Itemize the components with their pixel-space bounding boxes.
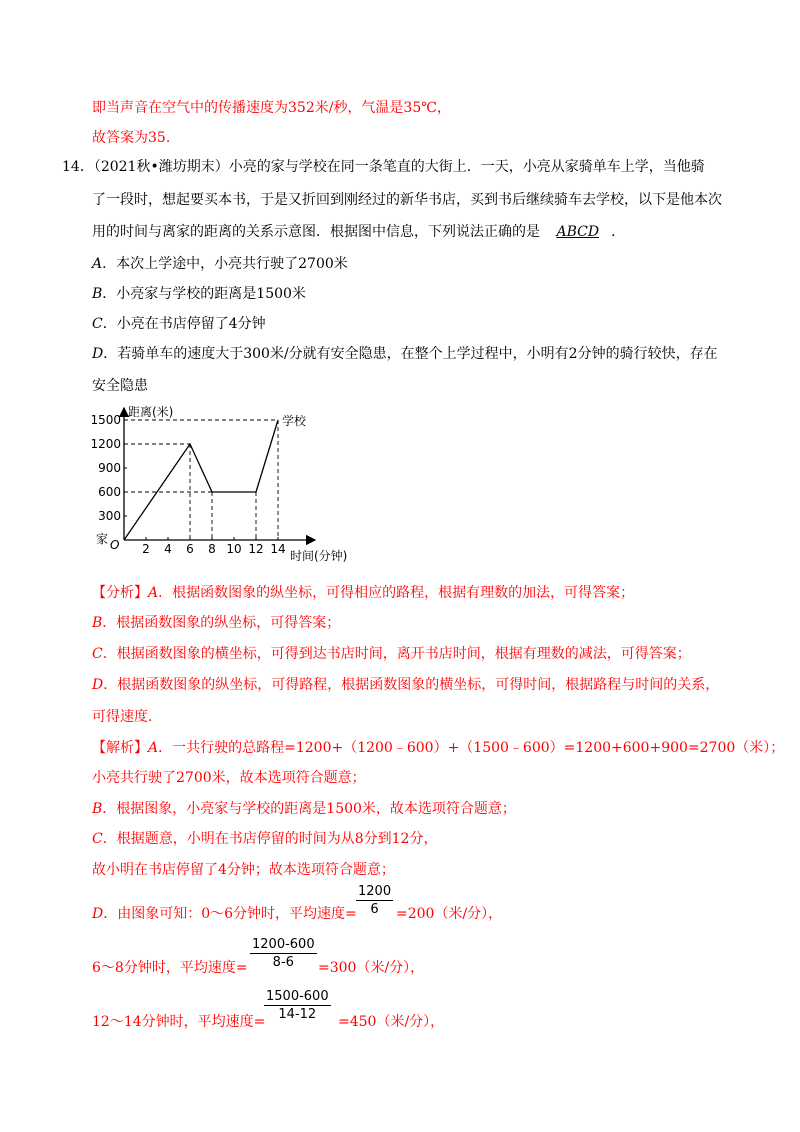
analysis-a-text: ．根据函数图象的纵坐标，可得相应的路程，根据有理数的加法，可得答案； [158,585,635,601]
fraction-1 [356,883,393,918]
option-c-letter: C [92,316,103,332]
school-label: 学校 [282,414,307,428]
fraction-3-result: =450（米/分）， [338,1014,445,1030]
solution-a-text: ．一共行驶的总路程=1200+（1200﹣600）+（1500﹣600）=1200+600+900=2700（米）； [158,740,785,756]
question-line-2: 了一段时，想起要买本书，于是又折回到刚经过的新华书店，买到书后继续骑车去学校，以下是他本次 [92,192,722,208]
solution-d-text: ．由图象可知：0～6分钟时，平均速度= [103,906,357,922]
option-b-letter: B [92,286,103,302]
analysis-b-letter: B [92,615,103,631]
solution-c-text: ．根据题意，小明在书店停留的时间为从8分到12分， [102,831,438,847]
x-tick-label: 2 [142,542,150,556]
fraction-2-numerator: 1200-600 [252,937,315,952]
question-line-3-end: ． [611,224,626,240]
analysis-b-text: ．根据函数图象的纵坐标，可得答案； [102,615,341,631]
y-axis-label: 距离(米) [128,405,174,419]
solution-a-letter: A [148,740,159,756]
analysis-a-letter: A [148,585,159,601]
option-d [92,344,718,364]
solution-a [92,738,784,758]
y-tick-label: 1500 [90,413,121,427]
prev-answer-line-2: 故答案为35. [92,130,171,146]
y-tick-label: 300 [98,509,121,523]
solution-d-letter: D [92,906,104,922]
solution-d-line-2: 6～8分钟时，平均速度= [92,960,248,976]
series-line [124,420,278,540]
fraction-2-denominator: 8-6 [272,955,294,970]
analysis-tag: 【分析】 [92,585,148,601]
solution-b [92,799,516,819]
x-tick-label: 4 [164,542,172,556]
fraction-1-denominator: 6 [370,902,379,917]
option-a-letter: A [92,256,103,272]
y-tick-label: 1200 [90,437,121,451]
analysis-d-text: ．根据函数图象的纵坐标，可得路程，根据函数图象的横坐标，可得时间，根据路程与时间的关系， [103,677,720,693]
option-c-text: ．小亮在书店停留了4分钟 [102,316,266,332]
option-a-text: ．本次上学途中，小亮共行驶了2700米 [102,256,348,272]
x-tick-label: 12 [248,542,264,556]
option-d-text: ．若骑单车的速度大于300米/分就有安全隐患，在整个上学过程中，小明有2分钟的骑行较快，存在 [103,346,718,362]
solution-d [92,904,357,924]
analysis-a [92,583,634,603]
fraction-2-result: =300（米/分）， [318,960,425,976]
question-line-3: 用的时间与离家的距离的关系示意图．根据图中信息，下列说法正确的是 [92,224,540,240]
question-line-1: （2021秋•潍坊期末）小亮的家与学校在同一条笔直的大街上．一天，小亮从家骑单车上学，当他骑 [93,159,705,175]
solution-b-letter: B [92,801,103,817]
question-number: 14． [62,159,94,175]
solution-c-cont: 故小明在书店停留了4分钟；故本选项符合题意； [92,862,395,878]
answer-blank: ABCD [556,224,600,240]
analysis-d [92,675,719,695]
analysis-d-cont: 可得速度． [92,709,162,725]
solution-b-text: ．根据图象，小亮家与学校的距离是1500米，故本选项符合题意； [102,801,516,817]
home-label: 家 [96,532,109,546]
option-b-text: ．小亮家与学校的距离是1500米 [102,286,306,302]
x-tick-label: 10 [226,542,242,556]
analysis-c-letter: C [92,646,103,662]
y-tick-label: 900 [98,461,121,475]
option-b [92,284,306,304]
fraction-1-result: =200（米/分）， [396,906,503,922]
option-d-cont: 安全隐患 [92,378,148,394]
option-d-letter: D [92,346,104,362]
y-tick-label: 600 [98,485,121,499]
distance-time-graph [90,400,350,565]
fraction-3-numerator: 1500-600 [266,989,329,1004]
analysis-b [92,613,340,633]
fraction-1-numerator: 1200 [358,884,392,899]
solution-c-letter: C [92,831,103,847]
solution-c [92,829,437,849]
analysis-d-letter: D [92,677,104,693]
option-c [92,314,266,334]
option-a [92,254,348,274]
x-axis-label: 时间(分钟) [290,549,348,563]
solution-tag: 【解析】 [92,740,148,756]
solution-a-cont: 小亮共行驶了2700米，故本选项符合题意； [92,770,366,786]
solution-d-line-3: 12～14分钟时，平均速度= [92,1014,266,1030]
prev-answer-line-1: 即当声音在空气中的传播速度为352米/秒，气温是35℃， [92,100,451,116]
analysis-c [92,644,691,664]
origin-label: O [110,538,120,552]
analysis-c-text: ．根据函数图象的横坐标，可得到达书店时间，离开书店时间，根据有理数的减法，可得答案； [102,646,691,662]
fraction-3-denominator: 14-12 [278,1007,317,1022]
x-tick-label: 6 [186,542,194,556]
fraction-2 [250,936,317,971]
fraction-3 [264,988,331,1023]
x-tick-label: 14 [270,542,286,556]
x-tick-label: 8 [208,542,216,556]
